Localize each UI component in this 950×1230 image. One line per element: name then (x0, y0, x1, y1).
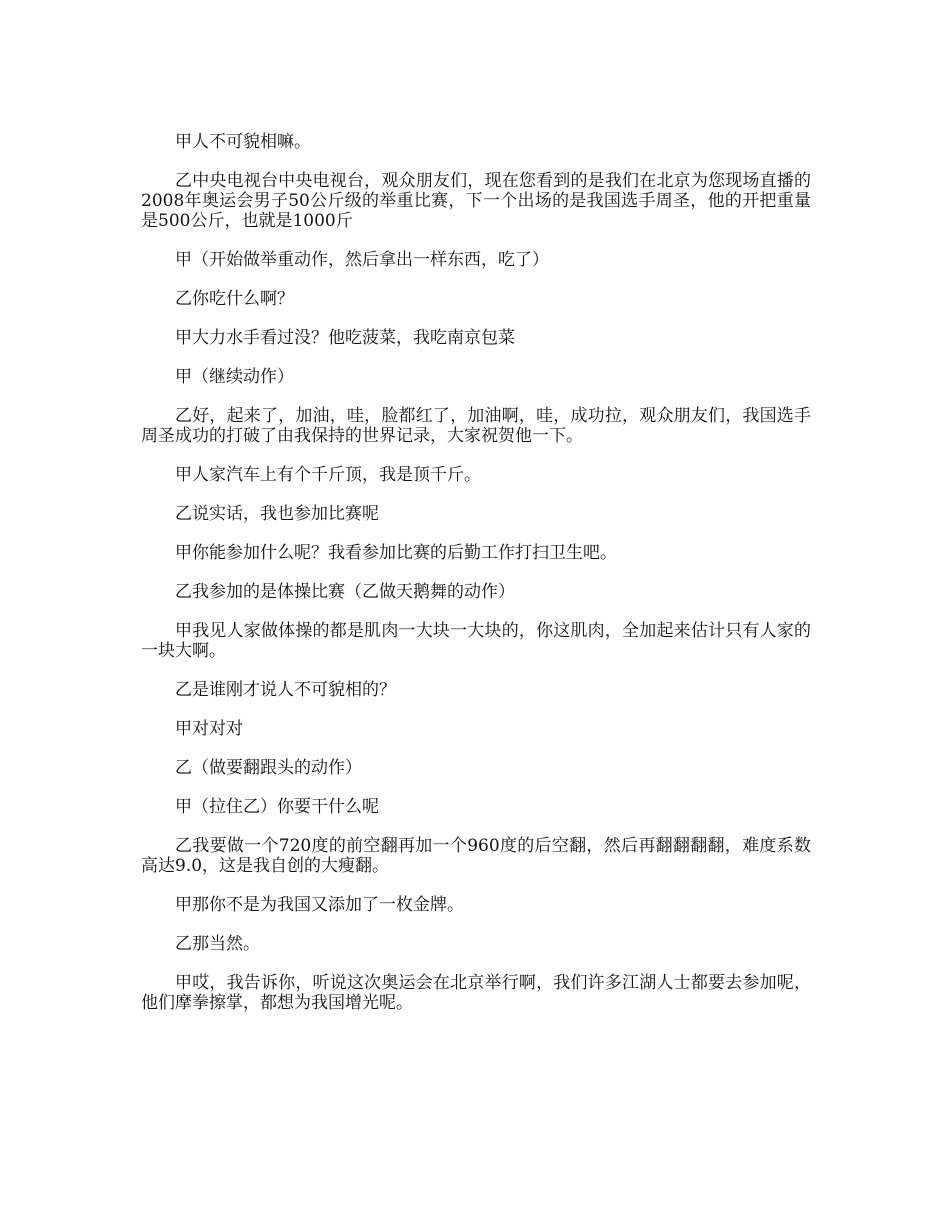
paragraph-5: 甲大力水手看过没？他吃菠菜，我吃南京包菜 (175, 328, 515, 348)
paragraph-17: 乙我要做一个720度的前空翻再加一个960度的后空翻，然后再翻翻翻翻，难度系数高达9.0，这是我自创的大瘦翻。 (141, 836, 811, 876)
paragraph-10: 甲你能参加什么呢？我看参加比赛的后勤工作打扫卫生吧。 (175, 543, 617, 563)
paragraph-8: 甲人家汽车上有个千斤顶，我是顶千斤。 (175, 465, 481, 485)
paragraph-12: 甲我见人家做体操的都是肌肉一大块一大块的，你这肌肉，全加起来估计只有人家的一块大啊。 (141, 621, 811, 661)
paragraph-14: 甲对对对 (175, 719, 243, 739)
paragraph-19: 乙那当然。 (175, 934, 260, 954)
paragraph-13: 乙是谁刚才说人不可貌相的？ (175, 680, 396, 700)
paragraph-18: 甲那你不是为我国又添加了一枚金牌。 (175, 895, 464, 915)
paragraph-7: 乙好，起来了，加油，哇，脸都红了，加油啊，哇，成功拉，观众朋友们，我国选手周圣成功的打破了由我保持的世界记录，大家祝贺他一下。 (141, 406, 811, 446)
paragraph-6: 甲（继续动作） (175, 367, 294, 387)
paragraph-2: 乙中央电视台中央电视台，观众朋友们，现在您看到的是我们在北京为您现场直播的2008年奥运会男子50公斤级的举重比赛，下一个出场的是我国选手周圣，他的开把重量是500公斤，也就是1000斤 (141, 171, 811, 231)
paragraph-20: 甲哎，我告诉你，听说这次奥运会在北京举行啊，我们许多江湖人士都要去参加呢，他们摩拳擦掌，都想为我国增光呢。 (141, 973, 811, 1013)
paragraph-11: 乙我参加的是体操比赛（乙做天鹅舞的动作） (175, 582, 515, 602)
paragraph-16: 甲（拉住乙）你要干什么呢 (175, 797, 379, 817)
document-page (141, 132, 811, 1032)
paragraph-3: 甲（开始做举重动作，然后拿出一样东西，吃了） (175, 250, 549, 270)
paragraph-9: 乙说实话，我也参加比赛呢 (175, 504, 379, 524)
paragraph-4: 乙你吃什么啊？ (175, 289, 294, 309)
paragraph-1: 甲人不可貌相嘛。 (175, 132, 311, 152)
paragraph-15: 乙（做要翻跟头的动作） (175, 758, 362, 778)
